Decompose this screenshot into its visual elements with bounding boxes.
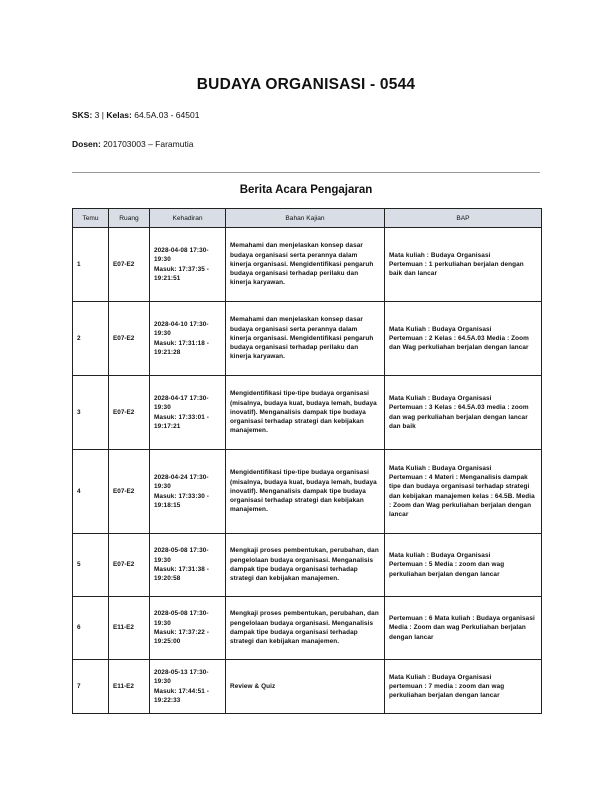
cell-bahan-kajian: Review & Quiz xyxy=(226,660,385,714)
cell-kehadiran: 2028-05-13 17:30- 19:30 Masuk: 17:44:51 - 19:22:33 xyxy=(150,660,226,714)
col-header-kehadiran: Kehadiran xyxy=(150,209,226,228)
dosen-label: Dosen: xyxy=(72,139,101,149)
table-row xyxy=(73,534,542,597)
cell-temu: 5 xyxy=(73,534,109,597)
divider xyxy=(72,172,540,173)
cell-kehadiran: 2028-04-17 17:30- 19:30 Masuk: 17:33:01 - 19:17:21 xyxy=(150,376,226,450)
table-row xyxy=(73,302,542,376)
section-title: Berita Acara Pengajaran xyxy=(239,184,373,196)
cell-kehadiran: 2028-05-08 17:30- 19:30 Masuk: 17:37:22 - 19:25:00 xyxy=(150,597,226,660)
table-row xyxy=(73,597,542,660)
cell-temu: 6 xyxy=(73,597,109,660)
cell-bahan-kajian: Mengidentifikasi tipe-tipe budaya organisasi (misalnya, budaya kuat, budaya lemah, budaya inovatif). Menganalisis dampak tipe budaya organisasi terhadap strategi dan kebijakan manajemen. xyxy=(226,450,385,534)
col-header-ruang: Ruang xyxy=(109,209,150,228)
lecturer-line xyxy=(72,139,193,149)
col-header-bap: BAP xyxy=(385,209,542,228)
table-row xyxy=(73,228,542,302)
table-row xyxy=(73,660,542,714)
table-header-row xyxy=(73,209,542,228)
cell-temu: 3 xyxy=(73,376,109,450)
cell-bap: Mata Kuliah : Budaya Organisasi Pertemuan : 3 Kelas : 64.5A.03 media : zoom dan wag perkuliahan berjalan dengan lancar dan baik xyxy=(385,376,542,450)
col-header-temu: Temu xyxy=(73,209,109,228)
cell-temu: 4 xyxy=(73,450,109,534)
kelas-label: Kelas: xyxy=(106,110,132,120)
sks-label: SKS: xyxy=(72,110,93,120)
cell-bap: Mata kuliah : Budaya Organisasi Pertemuan : 1 perkuliahan berjalan dengan baik dan lancar xyxy=(385,228,542,302)
cell-kehadiran: 2028-04-08 17:30- 19:30 Masuk: 17:37:35 - 19:21:51 xyxy=(150,228,226,302)
kelas-value: 64.5A.03 - 64501 xyxy=(131,110,200,120)
course-meta-line xyxy=(72,110,199,120)
cell-bahan-kajian: Mengkaji proses pembentukan, perubahan, dan pengelolaan budaya organisasi. Menganalisis dampak tipe budaya organisasi terhadap strategi dan kebijakan manajemen. xyxy=(226,534,385,597)
cell-ruang: E07-E2 xyxy=(109,302,150,376)
cell-kehadiran: 2028-04-24 17:30- 19:30 Masuk: 17:33:30 - 19:18:15 xyxy=(150,450,226,534)
cell-bahan-kajian: Memahami dan menjelaskan konsep dasar budaya organisasi serta perannya dalam kinerja organisasi. Mengidentifikasi pengaruh budaya organisasi terhadap perilaku dan kinerja karyawan. xyxy=(226,228,385,302)
cell-bap: Mata Kuliah : Budaya Organisasi Pertemuan : 2 Kelas : 64.5A.03 Media : Zoom dan Wag perkuliahan berjalan dengan lancar xyxy=(385,302,542,376)
cell-kehadiran: 2028-04-10 17:30- 19:30 Masuk: 17:31:18 - 19:21:28 xyxy=(150,302,226,376)
cell-bap: Mata Kuliah : Budaya Organisasi pertemuan : 7 media : zoom dan wag perkuliahan berjalan dengan lancar xyxy=(385,660,542,714)
dosen-value: 201703003 – Faramutia xyxy=(100,139,194,149)
cell-ruang: E11-E2 xyxy=(109,597,150,660)
sks-value: 3 | xyxy=(92,110,107,120)
cell-temu: 7 xyxy=(73,660,109,714)
cell-ruang: E07-E2 xyxy=(109,228,150,302)
table-row xyxy=(73,376,542,450)
cell-bap: Pertemuan : 6 Mata kuliah : Budaya organisasi Media : Zoom dan wag Perkuliahan berjalan dengan lancar xyxy=(385,597,542,660)
cell-ruang: E07-E2 xyxy=(109,534,150,597)
cell-bap: Mata Kuliah : Budaya Organisasi Pertemuan : 4 Materi : Menganalisis dampak tipe dan budaya organisasi terhadap strategi dan kebijakan manajemen kelas : 64.5B. Media : Zoom dan Wag perkuliahan berjalan dengan lancar xyxy=(385,450,542,534)
col-header-bahan-kajian: Bahan Kajian xyxy=(226,209,385,228)
teaching-record-table xyxy=(72,208,542,714)
cell-temu: 1 xyxy=(73,228,109,302)
course-title: BUDAYA ORGANISASI - 0544 xyxy=(196,76,416,93)
cell-bahan-kajian: Memahami dan menjelaskan konsep dasar budaya organisasi serta perannya dalam kinerja organisasi. Mengidentifikasi pengaruh budaya organisasi terhadap perilaku dan kinerja karyawan. xyxy=(226,302,385,376)
cell-bahan-kajian: Mengidentifikasi tipe-tipe budaya organisasi (misalnya, budaya kuat, budaya lemah, budaya inovatif). Menganalisis dampak tipe budaya organisasi terhadap strategi dan kebijakan manajemen. xyxy=(226,376,385,450)
cell-bahan-kajian: Mengkaji proses pembentukan, perubahan, dan pengelolaan budaya organisasi. Menganalisis dampak tipe budaya organisasi terhadap strategi dan kebijakan manajemen. xyxy=(226,597,385,660)
cell-temu: 2 xyxy=(73,302,109,376)
table-row xyxy=(73,450,542,534)
cell-kehadiran: 2028-05-08 17:30- 19:30 Masuk: 17:31:38 - 19:20:58 xyxy=(150,534,226,597)
cell-ruang: E07-E2 xyxy=(109,376,150,450)
cell-ruang: E07-E2 xyxy=(109,450,150,534)
cell-ruang: E11-E2 xyxy=(109,660,150,714)
cell-bap: Mata kuliah : Budaya Organisasi Pertemuan : 5 Media : zoom dan wag perkuliahan berjalan dengan lancar xyxy=(385,534,542,597)
